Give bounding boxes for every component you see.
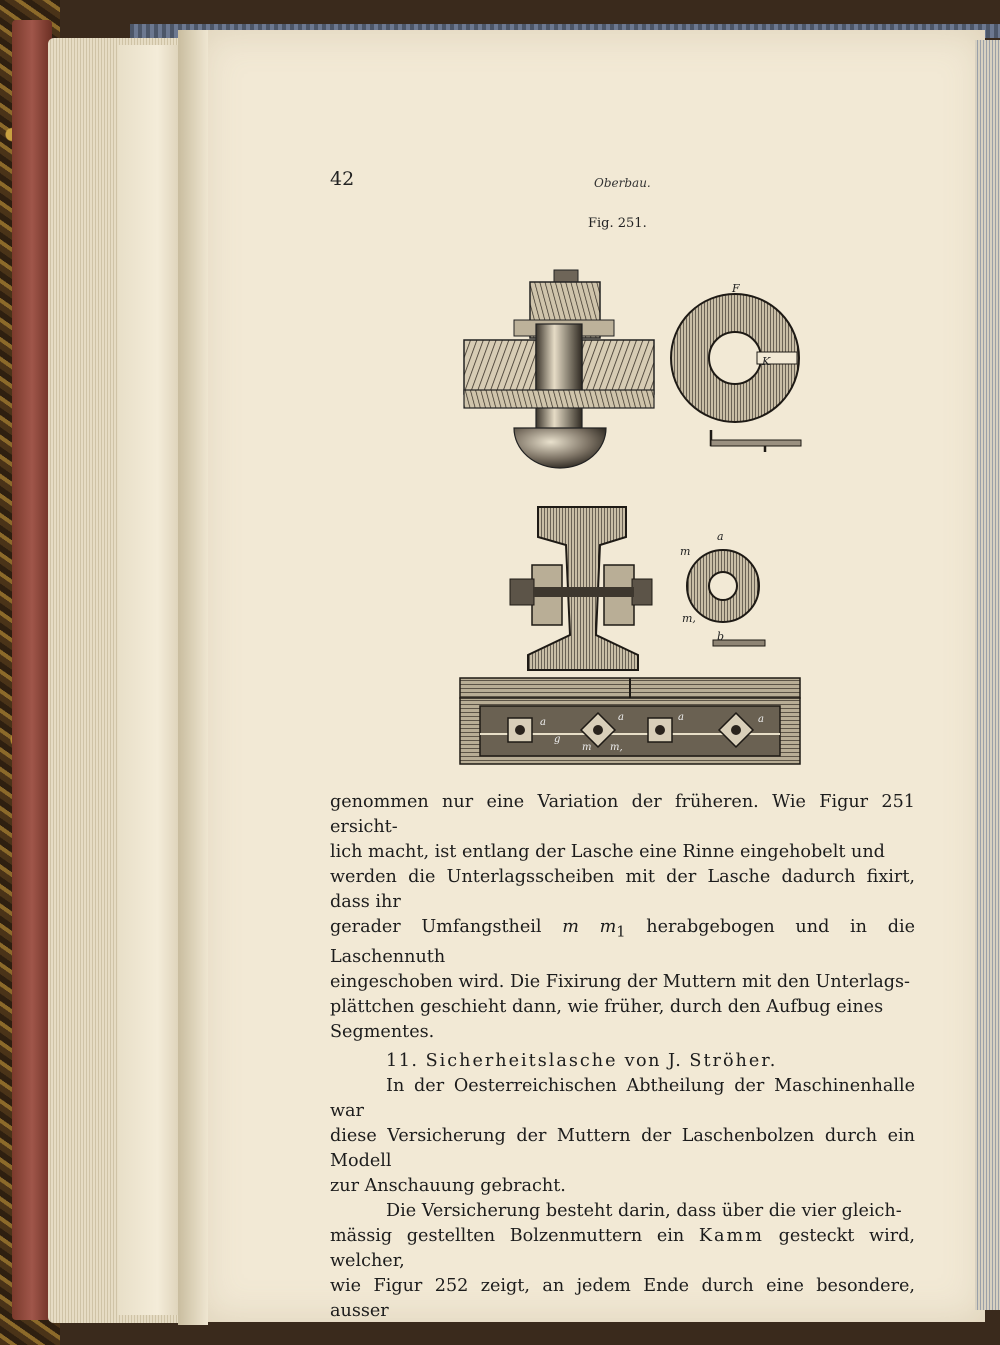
rail-side-view-figure [458,676,803,771]
small-washer-figure [685,540,775,652]
text-line: Segmentes. [330,1021,435,1042]
text-line: Die Versicherung besteht darin, dass über die vier gleich- [386,1200,902,1221]
figure-label-K: K [762,355,771,368]
right-page-edge [975,40,1000,1310]
figure-label-rail-m1: m, [610,742,623,753]
left-page-edge [118,45,184,1315]
text-line: lich macht, ist entlang der Lasche eine Rinne eingehobelt und [330,842,885,862]
figure-label-m1: m, [682,612,696,625]
body-text [330,790,915,1324]
figure-label-rail-a2: a [618,712,624,723]
book-spine [12,20,52,1320]
text-line: eingeschoben wird. Die Fixirung der Muttern mit den Unterlags- [330,971,910,992]
figure-label-rail-m: m [582,742,592,753]
figure-label-m: m [680,545,691,558]
text-line: plättchen geschieht dann, wie früher, durch den Aufbug eines [330,996,884,1017]
text-line: werden die Unterlagsscheiben mit der Lasche dadurch fixirt, dass ihr [330,867,915,912]
figure-label-rail-g: g [554,734,561,745]
figure-label-rail-a4: a [758,714,764,725]
bolt-cross-section-figure [458,268,658,478]
figure-label-F: F [732,282,740,295]
text-line: diese Versicherung der Muttern der Laschenbolzen durch ein Modell [330,1125,915,1171]
figure-label-rail-a1: a [540,717,546,728]
running-head: Oberbau. [594,176,651,190]
page-gutter [178,30,208,1325]
rail-cross-section-figure [508,505,658,675]
page-number: 42 [330,168,355,190]
section-heading: 11. Sicherheitslasche von J. Ströher. [386,1050,778,1071]
ring-washer-figure [665,280,815,460]
text-line: genommen nur eine Variation der früheren. Wie Figur 251 ersicht- [330,792,915,837]
figure-label-a: a [717,530,724,543]
figure-label-rail-a3: a [678,712,684,723]
text-line: gerader Umfangstheil m $m_1$ herabgebogen und in die Laschennuth [330,917,915,967]
text-line: zur Anschauung gebracht. [330,1175,566,1196]
text-line: In der Oesterreichischen Abtheilung der Maschinenhalle war [330,1075,915,1121]
text-line: mässig gestellten Bolzenmuttern ein Kamm gesteckt wird, welcher, [330,1225,915,1271]
text-line: wie Figur 252 zeigt, an jedem Ende durch eine besondere, ausser [330,1275,915,1321]
figure-caption: Fig. 251. [588,216,647,231]
figure-label-b: b [717,630,725,643]
math-mm: m m [562,917,617,937]
